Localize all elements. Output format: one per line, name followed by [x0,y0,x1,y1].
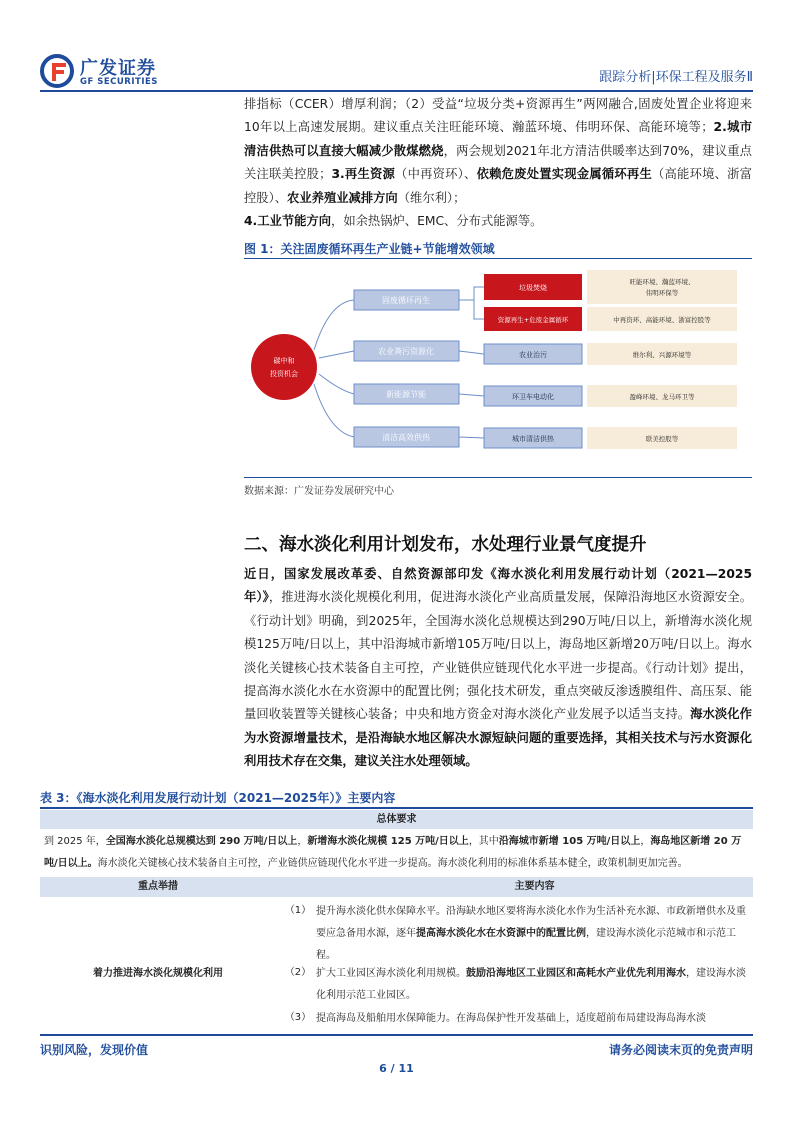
company-box [587,343,737,365]
intro-bold-1: 2.城市清洁供热可以直接大幅减少散煤燃烧 [244,120,752,158]
goal-text: ， [640,836,651,847]
column-header-content: 主要内容 [514,881,555,892]
goal-bold: 全国海水淡化总规模达到 290 万吨/日以上 [105,836,298,847]
item-content [316,1008,752,1030]
company-box [587,307,737,331]
item-bold: 提高海水淡化水在水资源中的配置比例 [416,928,586,939]
gf-logo [40,52,180,92]
industry-chain-diagram [244,262,752,474]
sub-label: 城市清洁供热 [512,435,554,443]
logo-text-en: GF SECURITIES [80,77,158,87]
branch-label: 新能源节能 [386,390,426,399]
footer-rule [40,1034,753,1036]
sub-node [484,307,582,331]
sub-node [484,274,582,300]
branch-node [354,341,459,361]
company-box [587,427,737,449]
intro-text-1: 排指标（CCER）增厚利润；（2）受益“垃圾分类+资源再生”两网融合,固废处置企业将迎来10年以上高速发展期。建议重点关注旺能环境、瀚蓝环境、伟明环保、高能环境等； [244,97,752,135]
header-section-label: 跟踪分析|环保工程及服务Ⅱ [599,70,753,85]
intro-paragraph [244,93,752,233]
section2-paragraph [244,563,752,774]
intro-bold-5: 4.工业节能方向 [244,214,332,229]
company-text: 伟明环保等 [645,289,679,297]
connector-line [314,300,354,350]
sub-label: 环卫车电动化 [512,393,554,401]
company-text: 联美控股等 [645,435,679,443]
goal-text: ， [297,836,308,847]
branch-node [354,384,459,404]
connector-line [319,374,354,394]
goal-bold: 新增海水淡化规模 125 万吨/日以上 [307,836,469,847]
intro-bold-4: 农业养殖业减排方向 [287,190,398,205]
table-title: 表 3：《海水淡化利用发展行动计划（2021—2025年）》主要内容 [40,791,396,805]
section2-lead: 近日，国家发展改革委、自然资源部印发《海水淡化利用发展行动计划（2021—2025年）》 [244,567,752,605]
connector-line [459,394,484,396]
company-text: 维尔利、兴源环境等 [632,351,692,359]
company-box [587,385,737,407]
column-header-measures: 重点举措 [138,881,178,892]
item-content [316,901,752,967]
item-number: （2） [284,967,312,978]
intro-text-5: （维尔利）； [397,190,466,205]
goal-text: 到 2025 年， [44,836,106,847]
gf-logo-icon [40,54,74,88]
header-rule [40,90,753,92]
company-text: 盈峰环境、龙马环卫等 [629,393,695,401]
footer-disclaimer: 请务必阅读末页的免责声明 [608,1043,753,1057]
center-label-1: 碳中和 [273,357,295,365]
table-rule [40,807,753,809]
connector-line [474,300,484,319]
intro-text-2: ，两会规划2021年北方清洁供暖率达到70%，建议重点关注联美控股； [244,143,752,182]
center-circle [251,334,317,400]
connector-line [319,351,354,358]
item-text: 提升海水淡化供水保障水平。沿海缺水地区要将海水淡化水作为生活补充水源、市政新增供水及重要应急备用水源，逐年 [316,906,746,939]
source-rule [244,477,752,478]
company-text: 中再资环、高能环境、浙富控股等 [613,316,711,324]
general-goal [40,831,753,875]
figure-source: 数据来源：广发证券发展研究中心 [244,486,394,497]
sub-label: 垃圾焚烧 [519,284,547,292]
section2-conclusion: 海水淡化作为水资源增量技术，是沿海缺水地区解决水源短缺问题的重要选择，其相关技术与污水资源化利用技术存在交集，建议关注水处理领域。 [244,707,752,769]
connector-line [459,287,484,300]
table-header-row [40,877,753,897]
goal-text: 海水淡化关键核心技术装备自主可控，产业链供应链现代化水平进一步提高。海水淡化利用的标准体系基本健全，政策机制更加完善。 [97,858,688,869]
figure-title: 图 1：关注固废循环再生产业链+节能增效领域 [244,242,495,256]
item-text: ，建设海水淡化利用示范工业园区。 [316,968,746,1001]
item-content [316,963,752,1007]
goal-bold: 海岛地区新增 20 万吨/日以上。 [44,836,742,869]
intro-text-4: （高能环境、浙富控股）、 [244,167,752,205]
page-number: 6 / 11 [379,1062,414,1075]
footer-slogan: 识别风险，发现价值 [40,1043,149,1057]
item-text: ，建设海水淡化示范城市和示范工程。 [316,928,736,961]
section2-body: ，推进海水淡化规模化利用，促进海水淡化产业高质量发展，保障沿海地区水资源安全。《行动计划》明确，到2025年，全国海水淡化总规模达到290万吨/日以上，新增海水淡化规模125万吨/日以上，其中沿海城市新增105万吨/日以上，海岛地区新增20万吨/日以上。海水淡化关键核心技术装备自主可控，产业链供应链现代化水平进一步提高。《行动计划》提出，提高海水淡化水在水资源中的配置比例；强化技术研发，重点突破反渗透膜组件、高压泵、能量回收装置等关键核心装备；中央和地方资金对海水淡化产业发展予以适当支持。 [244,590,752,722]
sub-node [484,386,582,406]
goal-bold: 沿海城市新增 105 万吨/日以上 [498,836,641,847]
company-text: 旺能环境、瀚蓝环境、 [629,278,695,286]
table-band-general: 总体要求 [40,810,753,829]
branch-label: 农业粪污资源化 [378,347,434,356]
intro-text-3: （中再资环）、 [395,167,477,182]
branch-node [354,427,459,447]
item-bold: 鼓励沿海地区工业园区和高耗水产业优先利用海水 [466,968,686,979]
branch-label: 固废循环再生 [382,296,430,305]
logo-text-cn: 广发证券 [80,58,156,79]
sub-label: 农业治污 [519,351,547,359]
sub-node [484,344,582,364]
section-title: 二、海水淡化利用计划发布，水处理行业景气度提升 [244,535,647,555]
intro-bold-3: 依赖危废处置实现金属循环再生 [476,167,652,182]
branch-label: 清洁高效供热 [382,433,430,442]
goal-text: ，其中 [468,836,499,847]
company-box [587,270,737,304]
item-text: 扩大工业园区海水淡化利用规模。 [316,968,466,979]
intro-bold-2: 3.再生资源 [331,167,396,182]
connector-line [459,351,484,354]
sub-label: 资源再生+危废金属循环 [497,316,569,324]
item-text: 提高海岛及船舶用水保障能力。在海岛保护性开发基础上，适度超前布局建设海岛海水淡 [316,1013,706,1024]
intro-text-6: ，如余热锅炉、EMC、分布式能源等。 [331,214,543,229]
branch-node [354,290,459,310]
item-number: （1） [284,905,312,916]
measure-label: 着力推进海水淡化规模化利用 [93,968,223,979]
sub-node [484,428,582,448]
item-number: （3） [284,1012,312,1023]
center-label-2: 投资机会 [270,370,298,378]
page-header [40,52,753,92]
figure-rule [244,258,752,259]
connector-line [459,437,484,438]
